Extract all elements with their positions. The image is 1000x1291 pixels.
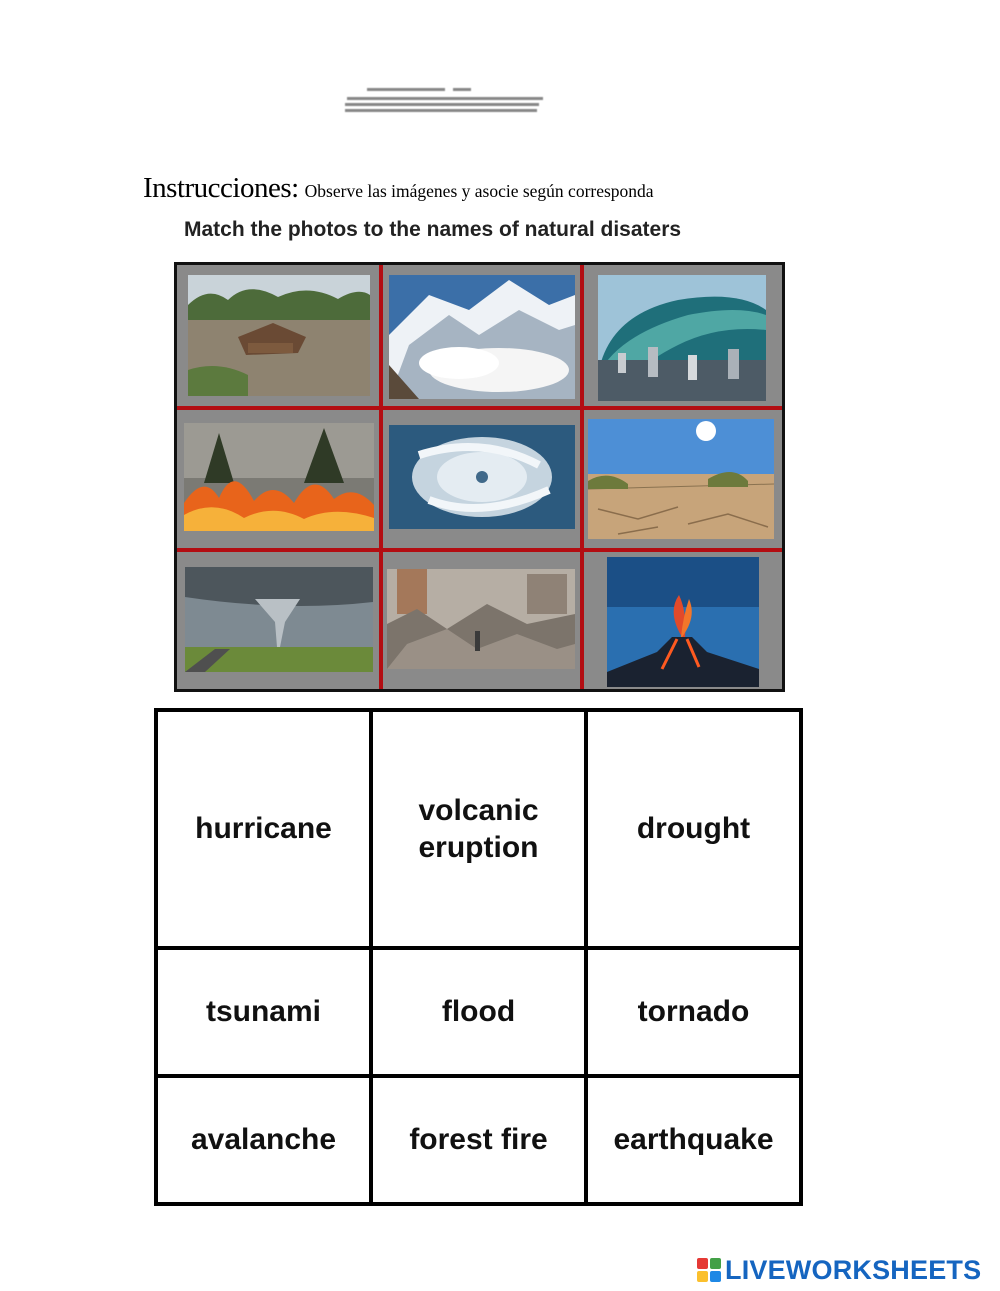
drought-photo[interactable] bbox=[588, 419, 774, 539]
photo-grid bbox=[174, 262, 785, 692]
earthquake-photo[interactable] bbox=[387, 569, 575, 669]
flood-photo[interactable] bbox=[188, 275, 370, 396]
volcanic-eruption-photo[interactable] bbox=[607, 557, 759, 687]
word-cell[interactable]: hurricane bbox=[156, 710, 371, 948]
blurred-header bbox=[345, 88, 545, 118]
brand-name: LIVEWORKSHEETS bbox=[725, 1254, 982, 1285]
word-cell[interactable]: drought bbox=[586, 710, 801, 948]
word-table bbox=[154, 708, 803, 1206]
word-cell[interactable]: forest fire bbox=[371, 1076, 586, 1204]
word-cell[interactable]: earthquake bbox=[586, 1076, 801, 1204]
word-cell[interactable]: tsunami bbox=[156, 948, 371, 1076]
grid-divider bbox=[379, 265, 383, 689]
forest-fire-photo[interactable] bbox=[184, 423, 374, 531]
avalanche-photo[interactable] bbox=[389, 275, 575, 399]
word-cell[interactable]: avalanche bbox=[156, 1076, 371, 1204]
instructions-label: Instrucciones: bbox=[143, 172, 299, 204]
table-row bbox=[156, 1076, 801, 1204]
hurricane-photo[interactable] bbox=[389, 425, 575, 529]
table-row bbox=[156, 948, 801, 1076]
tsunami-photo[interactable] bbox=[598, 275, 766, 401]
instructions bbox=[143, 172, 863, 205]
table-row bbox=[156, 710, 801, 948]
instructions-text: Observe las imágenes y asocie según corresponda bbox=[304, 181, 654, 201]
grid-divider bbox=[177, 406, 782, 410]
grid-divider bbox=[580, 265, 584, 689]
word-cell[interactable]: flood bbox=[371, 948, 586, 1076]
liveworksheets-brand[interactable] bbox=[697, 1255, 981, 1285]
subtitle: Match the photos to the names of natural disaters bbox=[184, 218, 682, 241]
word-cell[interactable]: tornado bbox=[586, 948, 801, 1076]
tornado-photo[interactable] bbox=[185, 567, 373, 672]
word-cell[interactable]: volcanic eruption bbox=[371, 710, 586, 948]
grid-divider bbox=[177, 548, 782, 552]
liveworksheets-logo-icon bbox=[697, 1258, 721, 1282]
